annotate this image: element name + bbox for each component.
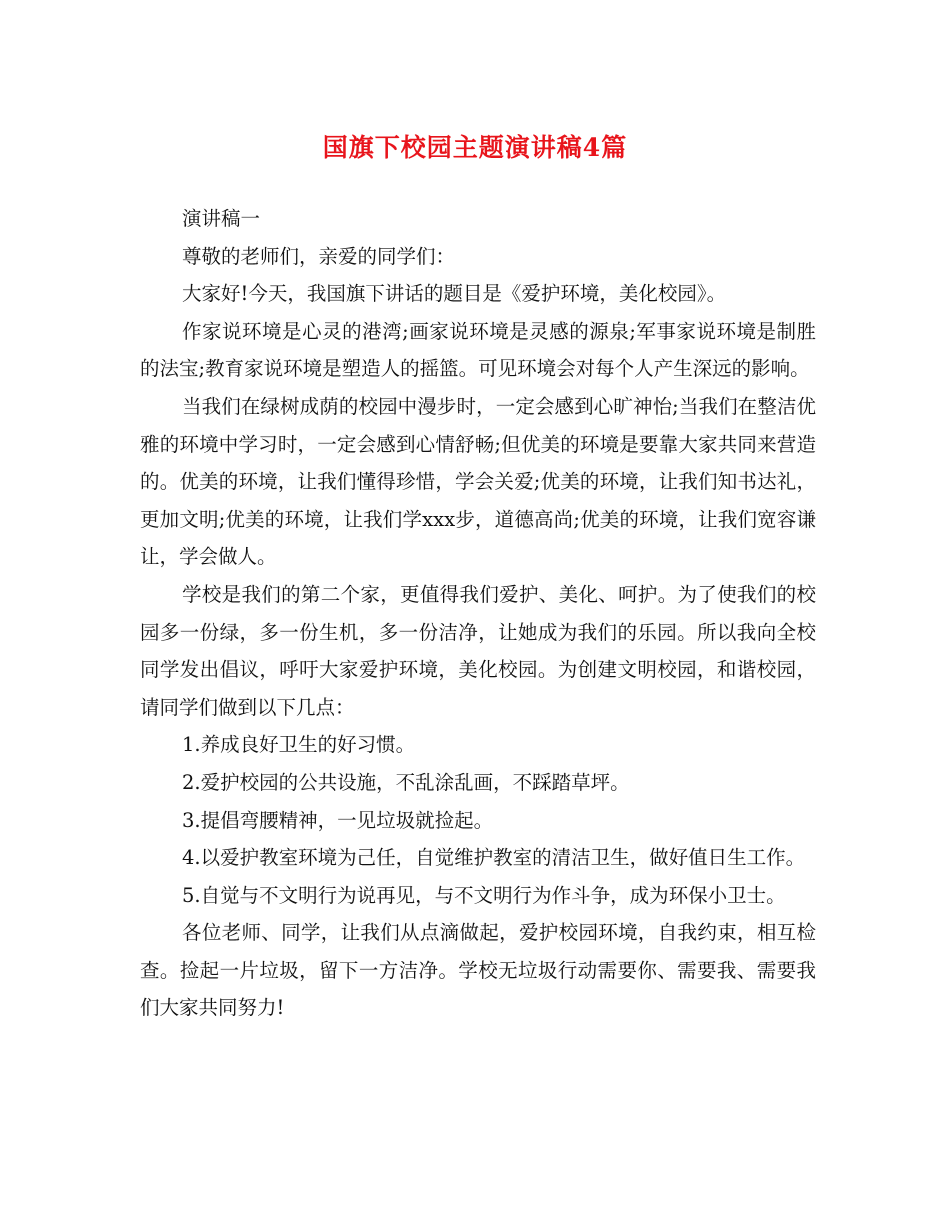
paragraph: 各位老师、同学，让我们从点滴做起，爱护校园环境，自我约束，相互检查。捡起一片垃圾，留下一方洁净。学校无垃圾行动需要你、需要我、需要我们大家共同努力! <box>140 921 816 1020</box>
section-heading: 演讲稿一 <box>182 207 261 230</box>
list-item: 5.自觉与不文明行为说再见，与不文明行为作斗争，成为环保小卫士。 <box>182 883 786 907</box>
paragraph: 大家好!今天，我国旗下讲话的题目是《爱护环境，美化校园》。 <box>182 282 727 306</box>
salutation: 尊敬的老师们，亲爱的同学们： <box>182 244 456 268</box>
list-item: 4.以爱护教室环境为己任，自觉维护教室的清洁卫生，做好值日生工作。 <box>182 846 806 870</box>
list-item: 2.爱护校园的公共设施，不乱涂乱画，不踩踏草坪。 <box>182 770 630 794</box>
document-title: 国旗下校园主题演讲稿4篇 <box>322 133 628 162</box>
paragraph: 作家说环境是心灵的港湾;画家说环境是灵感的源泉;军事家说环境是制胜的法宝;教育家说环境是塑造人的摇篮。可见环境会对每个人产生深远的影响。 <box>140 319 816 381</box>
list-item: 1.养成良好卫生的好习惯。 <box>182 733 416 757</box>
list-item: 3.提倡弯腰精神，一见垃圾就捡起。 <box>182 808 494 832</box>
document-body <box>140 200 816 1027</box>
paragraph: 当我们在绿树成荫的校园中漫步时，一定会感到心旷神怡;当我们在整洁优雅的环境中学习时，一定会感到心情舒畅;但优美的环境是要靠大家共同来营造的。优美的环境，让我们懂得珍惜，学会关爱;优美的环境，让我们知书达礼，更加文明;优美的环境，让我们学xxx步，道德高尚;优美的环境，让我们宽容谦让，学会做人。 <box>140 394 816 569</box>
paragraph: 学校是我们的第二个家，更值得我们爱护、美化、呵护。为了使我们的校园多一份绿，多一份生机，多一份洁净，让她成为我们的乐园。所以我向全校同学发出倡议，呼吁大家爱护环境，美化校园。为创建文明校园，和谐校园，请同学们做到以下几点： <box>140 582 816 719</box>
